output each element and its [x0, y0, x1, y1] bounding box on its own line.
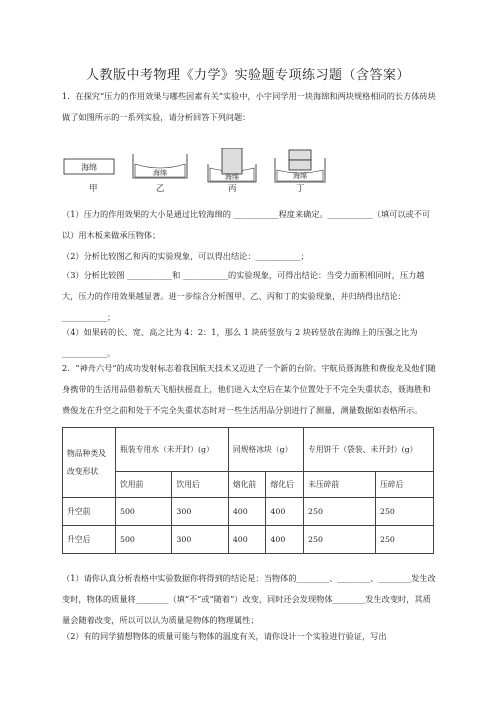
table-group-biscuit: 专用饼干（袋装、未开封）(g）	[304, 428, 434, 472]
figure-bing-label: 海绵	[225, 173, 239, 181]
figure-jia	[64, 159, 114, 174]
q1-sub1: （1）压力的作用效果的大小是通过比较海绵的 ___________程度来确定。___________（填可以或不可以）用木板来做承压物体；	[62, 209, 431, 240]
table-subheader: 熔化前	[228, 472, 266, 498]
table-cell: 400	[228, 498, 266, 526]
table-group-ice: 同规格冰块（g）	[228, 428, 303, 472]
figure-ding-label: 海绵	[293, 172, 307, 180]
figure-bing	[208, 148, 256, 182]
document-title: 人教版中考物理《力学》实验题专项练习题（含答案）	[85, 68, 410, 83]
table-cell: 300	[172, 498, 228, 526]
figure-caption-jia: 甲	[89, 184, 98, 194]
table-cell: 250	[304, 526, 376, 554]
q1-experiment-figure	[62, 148, 362, 200]
table-subheader: 未压碎前	[304, 472, 376, 498]
table-group-water: 瓶装专用水（未开封）(g）	[116, 428, 229, 472]
table-row-label: 升空前	[63, 498, 116, 526]
table-cell: 500	[116, 498, 172, 526]
table-cell: 250	[375, 526, 433, 554]
q1-intro: 1．在探究“压力的作用效果与哪些因素有关”实验中，小宇同学用一块海绵和两块规格相同的长方体砖块做了如图所示的一系列实验，请分析回答下列问题：	[62, 91, 436, 122]
table-cell: 400	[228, 526, 266, 554]
q2-data-table	[62, 427, 434, 554]
q2-sub2: （2）有的同学猜想物体的质量可能与物体的温度有关，请你设计一个实验进行验证，写出	[62, 631, 387, 641]
figure-caption-yi: 乙	[156, 184, 165, 194]
table-subheader: 熔化后	[266, 472, 304, 498]
table-cell: 400	[266, 526, 304, 554]
table-row-label: 升空后	[63, 526, 116, 554]
table-subheader: 压碎后	[375, 472, 433, 498]
table-row	[63, 526, 434, 554]
table-subheader: 饮用后	[172, 472, 228, 498]
q1-sub2: （2）分析比较图乙和丙的实验现象，可以得出结论：___________；	[62, 251, 309, 261]
figure-yi	[133, 154, 187, 178]
table-cell: 500	[116, 526, 172, 554]
figure-jia-label: 海绵	[81, 163, 97, 172]
q1-sub4: （4）如果砖的长、宽、高之比为 4：2：1，那么 1 块砖竖放与 2 块砖竖放在海绵上的压强之比为 ___________。	[62, 327, 418, 358]
figure-caption-bing: 丙	[228, 184, 237, 194]
table-cell: 250	[304, 498, 376, 526]
q2-intro: 2．“神舟六号”的成功发射标志着我国航天技术又迈进了一个新的台阶。宇航员聂海胜和费俊龙及他们随身携带的生活用品借着航天飞船扶摇直上，他们进入太空后在某个位置处于不完全失重状态，聂海胜和费俊龙在升空之前和处于不完全失重状态时对一些生活用品分别进行了测量，测量数据如表格所示。	[62, 363, 436, 415]
table-row	[63, 498, 434, 526]
table-cell: 300	[172, 526, 228, 554]
q2-sub1: （1）请你认真分析表格中实验数据你将得到的结论是：当物体的________、________、________发生改变时，物体的质量将________（填“不”或“随着”）改变，同时还会发现物体________发生改变时，其质量会随着改变，所以可以认为质量是物体的物理属性；	[62, 573, 436, 625]
table-corner-header: 物品种类及改变形状	[63, 428, 116, 498]
figure-yi-label: 海绵	[153, 169, 167, 177]
table-subheader: 饮用前	[116, 472, 172, 498]
table-cell: 400	[266, 498, 304, 526]
table-cell: 250	[375, 498, 433, 526]
figure-ding	[275, 150, 325, 182]
q1-sub3: （3）分析比较图 ___________和 ___________的实验现象，可得出结论：当受力面积相同时，压力越大，压力的作用效果越显著。进一步综合分析图甲、乙、丙和丁的实验现象，并归纳得出结论：___________；	[62, 270, 425, 322]
figure-caption-ding: 丁	[296, 184, 305, 194]
